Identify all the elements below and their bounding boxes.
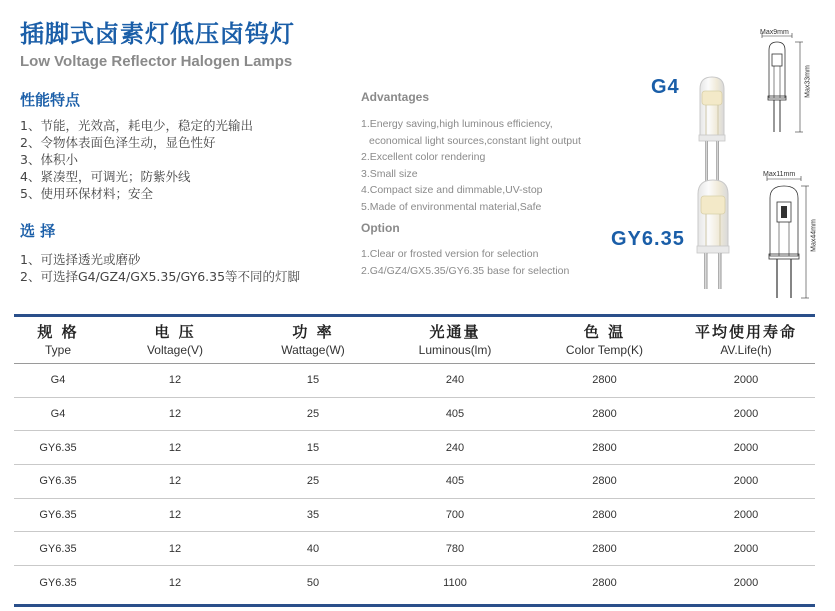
gy635-label: GY6.35 <box>611 228 685 250</box>
table-cell: 700 <box>445 509 465 522</box>
table-cell: 2800 <box>592 542 617 555</box>
gy635-height-dimension: Max44mm <box>810 219 818 252</box>
list-item: 2.G4/GZ4/GX5.35/GY6.35 base for selection <box>361 264 570 277</box>
table-cell: 12 <box>168 441 182 454</box>
options-list-cn <box>20 251 300 285</box>
table-cell: 2000 <box>733 509 759 522</box>
table-cell: 2800 <box>592 509 617 522</box>
table-cell: 12 <box>168 509 182 522</box>
page-title: 插脚式卤素灯低压卤钨灯 <box>20 20 295 48</box>
g4-bulb-image <box>690 75 734 185</box>
list-item: 4.Compact size and dimmable,UV-stop <box>361 184 543 196</box>
page-subtitle: Low Voltage Reflector Halogen Lamps <box>20 53 293 70</box>
table-cell: 2800 <box>592 408 617 421</box>
column-header-wattage: 功 率 Wattage(W) <box>281 323 345 357</box>
column-header-voltage: 电 压 Voltage(V) <box>146 323 204 357</box>
table-cell: 2000 <box>733 408 759 421</box>
table-cell: 2800 <box>592 475 617 488</box>
list-item: 1.Energy saving,high luminous efficiency, <box>361 118 553 130</box>
table-cell: 2000 <box>733 475 759 488</box>
list-item: 1、节能，光效高，耗电少，稳定的光输出 <box>20 118 253 133</box>
options-heading-cn: 选 择 <box>20 222 56 240</box>
g4-width-dimension: Max9mm <box>760 29 789 36</box>
g4-label: G4 <box>651 76 680 98</box>
table-cell: 50 <box>306 576 320 589</box>
table-cell: 2000 <box>733 542 759 555</box>
features-list-cn <box>20 117 253 202</box>
table-cell: 2800 <box>592 374 617 387</box>
table-cell: G4 <box>50 408 66 421</box>
spec-table <box>14 314 815 599</box>
table-cell: 35 <box>306 509 320 522</box>
table-cell: 240 <box>445 441 465 454</box>
table-cell: 405 <box>445 475 465 488</box>
table-cell: GY6.35 <box>39 576 77 589</box>
advantages-list-en <box>361 116 581 215</box>
table-cell: 15 <box>306 374 320 387</box>
table-cell: 2800 <box>592 576 617 589</box>
table-row <box>14 566 815 600</box>
table-cell: GY6.35 <box>39 509 77 522</box>
table-cell: 12 <box>168 374 182 387</box>
table-cell: 2000 <box>733 576 759 589</box>
column-header-type: 规 格 Type <box>37 323 79 357</box>
table-row <box>14 498 815 532</box>
list-item: 3、体积小 <box>20 152 78 167</box>
table-cell: 1100 <box>443 576 467 589</box>
option-heading-en: Option <box>361 221 400 235</box>
table-cell: 405 <box>445 408 465 421</box>
table-cell: 12 <box>168 576 182 589</box>
list-item: 1、可选择透光或磨砂 <box>20 252 141 267</box>
table-row <box>14 532 815 566</box>
table-cell: 25 <box>306 475 320 488</box>
table-cell: 12 <box>168 408 182 421</box>
gy635-bulb-image <box>688 178 738 290</box>
gy635-dimension-drawing <box>755 170 815 305</box>
table-row <box>14 431 815 465</box>
advantages-heading-en: Advantages <box>361 90 430 104</box>
table-header-row <box>14 316 815 364</box>
table-cell: 2800 <box>592 441 617 454</box>
table-cell: 2000 <box>733 374 759 387</box>
table-cell: G4 <box>50 374 66 387</box>
list-item: 4、紧凑型，可调光；防紫外线 <box>20 169 191 184</box>
table-cell: 12 <box>168 475 182 488</box>
table-cell: GY6.35 <box>39 475 77 488</box>
table-cell: 780 <box>445 542 465 555</box>
table-cell: 40 <box>306 542 320 555</box>
table-row <box>14 397 815 431</box>
list-item: 2、令物体表面色泽生动，显色性好 <box>20 135 216 150</box>
table-cell: GY6.35 <box>39 441 77 454</box>
g4-height-dimension: Max33mm <box>804 65 812 98</box>
table-cell: 15 <box>306 441 320 454</box>
list-item: economical light sources,constant light output <box>369 134 581 147</box>
list-item: 5、使用环保材料；安全 <box>20 186 153 201</box>
list-item: 3.Small size <box>361 167 418 180</box>
column-header-luminous: 光通量 Luminous(lm) <box>418 323 492 357</box>
list-item: 2.Excellent color rendering <box>361 151 486 163</box>
column-header-life: 平均使用寿命 AV.Life(h) <box>694 323 797 357</box>
gy635-width-dimension: Max11mm <box>763 171 796 178</box>
list-item: 5.Made of environmental material,Safe <box>361 200 542 213</box>
table-row <box>14 364 815 398</box>
table-cell: 2000 <box>733 441 759 454</box>
table-cell: GY6.35 <box>39 542 77 555</box>
list-item: 1.Clear or frosted version for selection <box>361 248 539 260</box>
table-cell: 25 <box>306 408 320 421</box>
column-header-color-temp: 色 温 Color Temp(K) <box>565 323 644 357</box>
features-heading-cn: 性能特点 <box>20 91 81 109</box>
list-item: 2、可选择G4/GZ4/GX5.35/GY6.35等不同的灯脚 <box>20 269 301 284</box>
option-list-en <box>361 246 569 279</box>
table-cell: 240 <box>445 374 465 387</box>
table-bottom-rule <box>14 604 815 607</box>
table-row <box>14 465 815 499</box>
table-cell: 12 <box>168 542 182 555</box>
